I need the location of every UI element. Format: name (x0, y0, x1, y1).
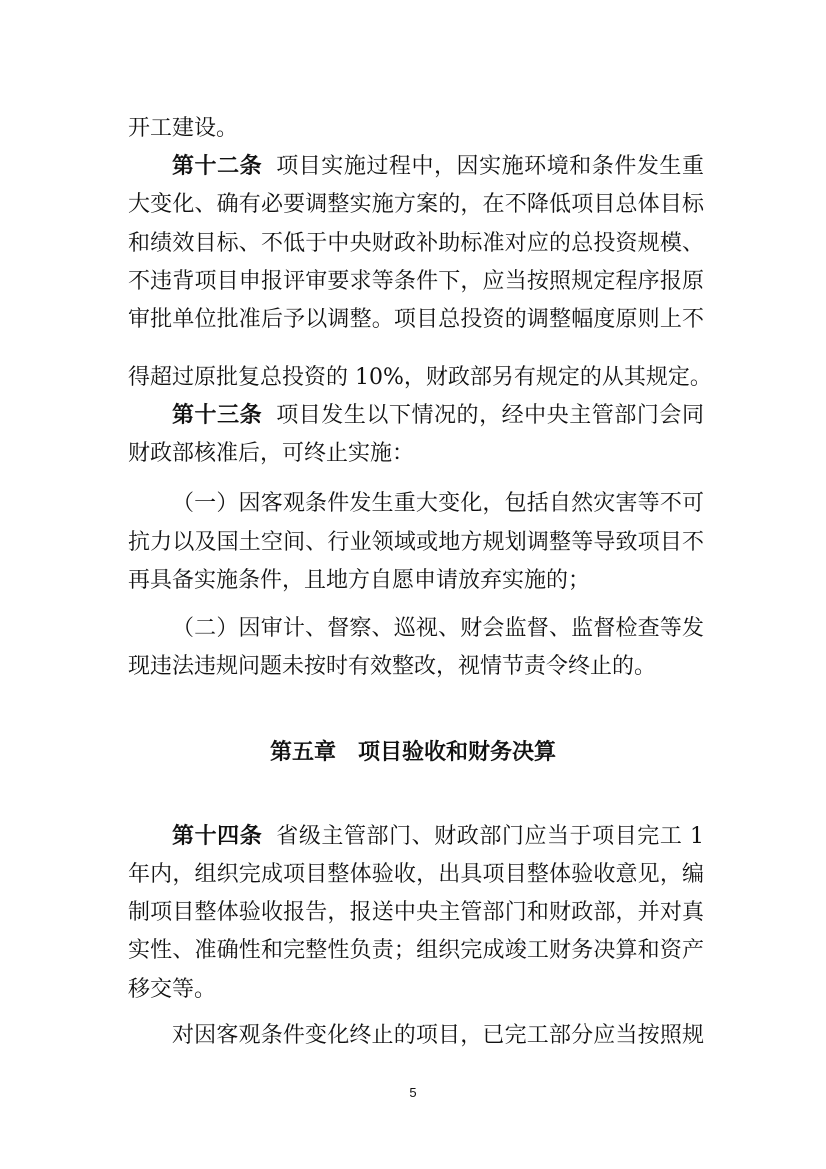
paragraph-line: （一）因客观条件发生重大变化，包括自然灾害等不可 (172, 491, 704, 516)
article-heading: 第十四条 (172, 824, 263, 849)
paragraph-line (172, 156, 704, 178)
paragraph-line: 实性、准确性和完整性负责；组织完成竣工财务决算和资产 (128, 938, 704, 963)
paragraph-line: 对因客观条件变化终止的项目，已完工部分应当按照规 (172, 1023, 704, 1048)
paragraph-line: 得超过原批复总投资的 10%，财政部另有规定的从其规定。 (128, 365, 712, 390)
article-heading: 第十三条 (172, 403, 263, 428)
chapter-heading (0, 742, 826, 764)
paragraph-line: 现违法违规问题未按时有效整改，视情节责令终止的。 (128, 654, 657, 679)
paragraph-line: 大变化、确有必要调整实施方案的，在不降低项目总体目标 (128, 192, 704, 217)
paragraph-line: 移交等。 (128, 977, 217, 1002)
paragraph-line (172, 405, 704, 427)
paragraph-line: 制项目整体验收报告，报送中央主管部门和财政部，并对真 (128, 900, 704, 925)
paragraph-line: 不违背项目申报评审要求等条件下，应当按照规定程序报原 (128, 269, 704, 294)
chapter-title: 项目验收和财务决算 (358, 740, 557, 765)
article-text: 项目实施过程中，因实施环境和条件发生重 (276, 154, 704, 179)
article-text: 项目发生以下情况的，经中央主管部门会同 (276, 403, 704, 428)
paragraph-line: 开工建设。 (128, 116, 239, 141)
paragraph-line: 和绩效目标、不低于中央财政补助标准对应的总投资规模、 (128, 231, 704, 256)
article-text: 省级主管部门、财政部门应当于项目完工 1 (276, 824, 704, 849)
paragraph-line: 财政部核准后，可终止实施： (128, 441, 415, 466)
page-number: 5 (409, 1085, 417, 1100)
paragraph-line: 年内，组织完成项目整体验收，出具项目整体验收意见，编 (128, 862, 704, 887)
paragraph-line (172, 826, 704, 848)
article-heading: 第十二条 (172, 154, 263, 179)
paragraph-line: （二）因审计、督察、巡视、财会监督、监督检查等发 (172, 616, 704, 641)
paragraph-line: 抗力以及国土空间、行业领域或地方规划调整等导致项目不 (128, 530, 704, 555)
chapter-number: 第五章 (269, 740, 336, 765)
paragraph-line: 再具备实施条件，且地方自愿申请放弃实施的； (128, 568, 591, 593)
paragraph-line: 审批单位批准后予以调整。项目总投资的调整幅度原则上不 (128, 307, 704, 332)
